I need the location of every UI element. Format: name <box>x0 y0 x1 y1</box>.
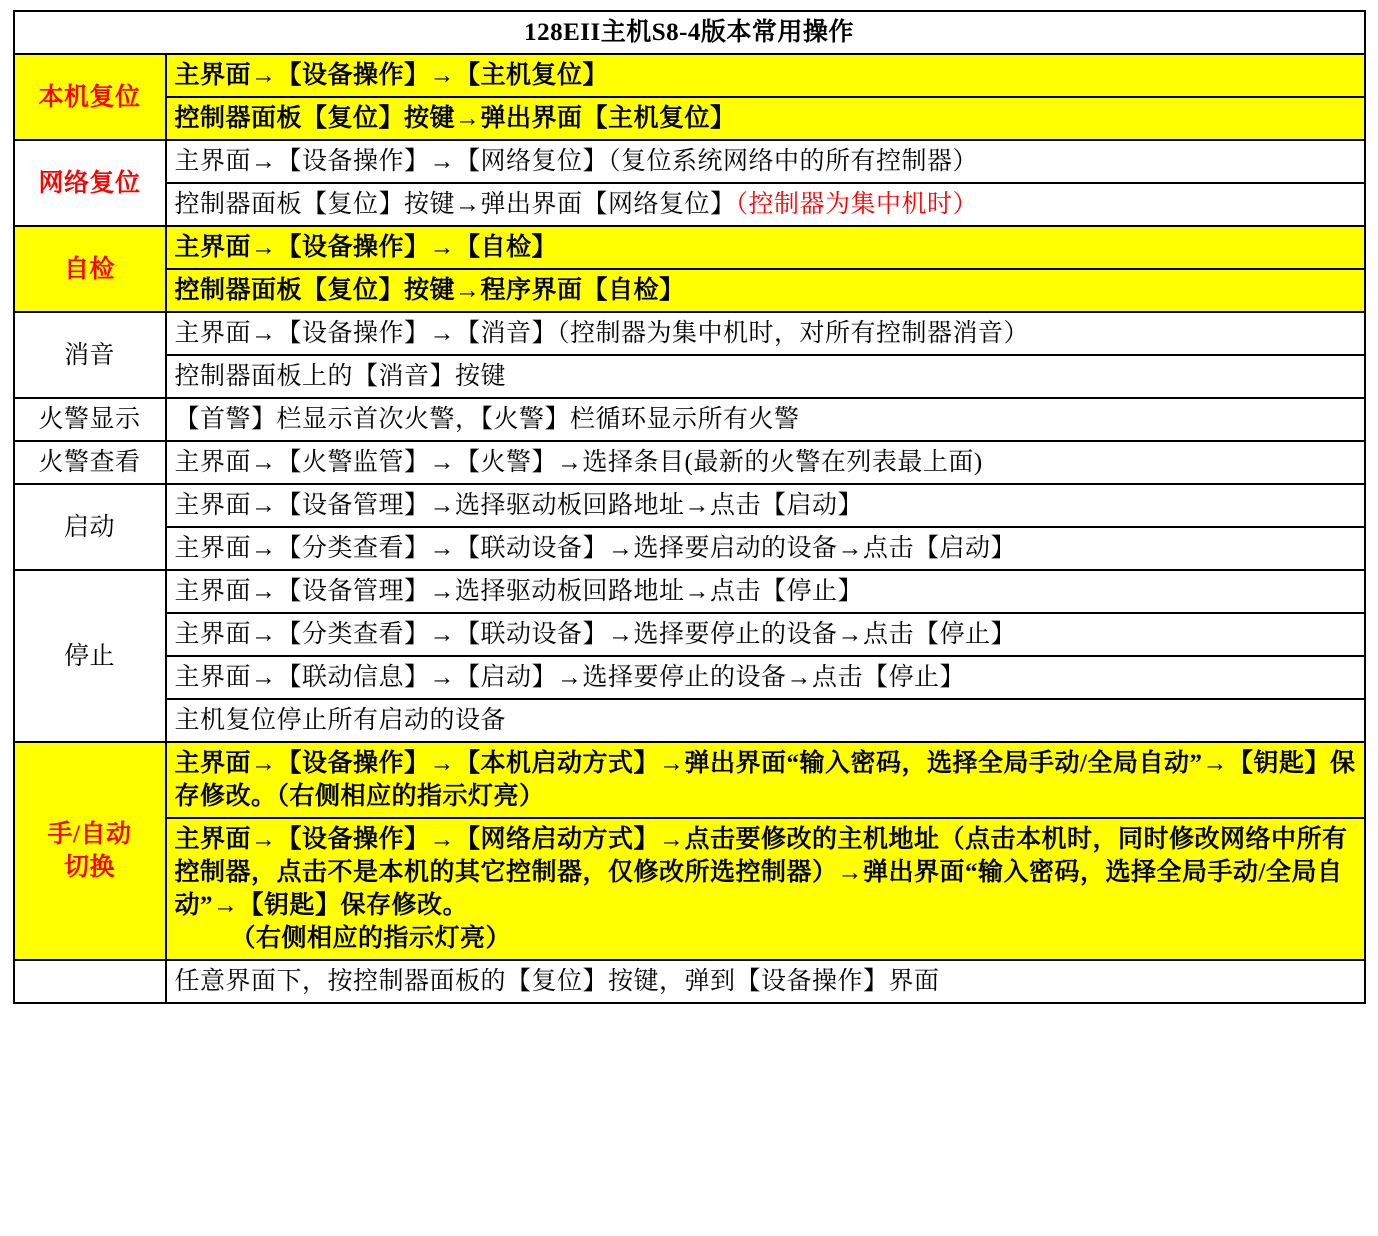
table-row <box>14 742 1365 818</box>
cell-network-reset-step-1: 主界面→【设备操作】→【网络复位】（复位系统网络中的所有控制器） <box>166 140 1365 183</box>
cell-fire-view-step-1: 主界面→【火警监管】→【火警】→选择条目(最新的火警在列表最上面) <box>166 441 1365 484</box>
cell-stop-step-4: 主机复位停止所有启动的设备 <box>166 699 1365 742</box>
table-row <box>14 183 1365 226</box>
cell-manual-auto-step-2-text: 主界面→【设备操作】→【网络启动方式】→点击要修改的主机地址（点击本机时，同时修改网络中所有控制器，点击不是本机的其它控制器，仅修改所选控制器）→弹出界面“输入密码，选择全局手动/全局自动”→【钥匙】保存修改。 <box>174 826 1348 919</box>
cell-any-screen-step-1: 任意界面下，按控制器面板的【复位】按键，弹到【设备操作】界面 <box>166 960 1365 1003</box>
table-row <box>14 140 1365 183</box>
page-title: 128EII主机S8-4版本常用操作 <box>14 11 1365 54</box>
cell-manual-auto-step-1: 主界面→【设备操作】→【本机启动方式】→弹出界面“输入密码，选择全局手动/全局自动”→【钥匙】保存修改。（右侧相应的指示灯亮） <box>166 742 1365 818</box>
cell-start-step-1: 主界面→【设备管理】→选择驱动板回路地址→点击【启动】 <box>166 484 1365 527</box>
row-label-manual-auto-switch-line2: 切换 <box>63 854 115 881</box>
cell-self-check-step-2: 控制器面板【复位】按键→程序界面【自检】 <box>166 269 1365 312</box>
table-row <box>14 441 1365 484</box>
table-row <box>14 699 1365 742</box>
cell-network-reset-step-2 <box>166 183 1365 226</box>
table-row <box>14 355 1365 398</box>
cell-stop-step-2: 主界面→【分类查看】→【联动设备】→选择要停止的设备→点击【停止】 <box>166 613 1365 656</box>
cell-stop-step-1: 主界面→【设备管理】→选择驱动板回路地址→点击【停止】 <box>166 570 1365 613</box>
cell-local-reset-step-2: 控制器面板【复位】按键→弹出界面【主机复位】 <box>166 97 1365 140</box>
cell-start-step-2: 主界面→【分类查看】→【联动设备】→选择要启动的设备→点击【启动】 <box>166 527 1365 570</box>
cell-manual-auto-step-2 <box>166 818 1365 960</box>
row-label-local-reset: 本机复位 <box>14 54 166 140</box>
table-row <box>14 97 1365 140</box>
table-row <box>14 818 1365 960</box>
table-row <box>14 312 1365 355</box>
table-row <box>14 527 1365 570</box>
row-label-manual-auto-switch <box>14 742 166 960</box>
row-label-start: 启动 <box>14 484 166 570</box>
cell-manual-auto-step-2-note: （右侧相应的指示灯亮） <box>230 925 512 952</box>
operations-table <box>13 10 1366 1004</box>
row-label-self-check: 自检 <box>14 226 166 312</box>
row-label-fire-display: 火警显示 <box>14 398 166 441</box>
row-label-network-reset: 网络复位 <box>14 140 166 226</box>
row-label-fire-view: 火警查看 <box>14 441 166 484</box>
table-row <box>14 269 1365 312</box>
cell-self-check-step-1: 主界面→【设备操作】→【自检】 <box>166 226 1365 269</box>
table-row <box>14 570 1365 613</box>
row-label-any-screen <box>14 960 166 1003</box>
row-label-stop: 停止 <box>14 570 166 742</box>
table-row <box>14 484 1365 527</box>
table-row <box>14 960 1365 1003</box>
cell-network-reset-note: （控制器为集中机时） <box>735 191 979 218</box>
table-row <box>14 398 1365 441</box>
table-title-row <box>14 11 1365 54</box>
row-label-manual-auto-switch-line1: 手/自动 <box>47 821 132 848</box>
cell-fire-display-step-1: 【首警】栏显示首次火警，【火警】栏循环显示所有火警 <box>166 398 1365 441</box>
cell-local-reset-step-1: 主界面→【设备操作】→【主机复位】 <box>166 54 1365 97</box>
cell-stop-step-3: 主界面→【联动信息】→【启动】→选择要停止的设备→点击【停止】 <box>166 656 1365 699</box>
cell-silence-step-2: 控制器面板上的【消音】按键 <box>166 355 1365 398</box>
row-label-silence: 消音 <box>14 312 166 398</box>
table-row <box>14 613 1365 656</box>
cell-network-reset-step-2-text: 控制器面板【复位】按键→弹出界面【网络复位】 <box>174 191 736 218</box>
table-row <box>14 226 1365 269</box>
cell-silence-step-1: 主界面→【设备操作】→【消音】（控制器为集中机时，对所有控制器消音） <box>166 312 1365 355</box>
table-row <box>14 54 1365 97</box>
table-row <box>14 656 1365 699</box>
